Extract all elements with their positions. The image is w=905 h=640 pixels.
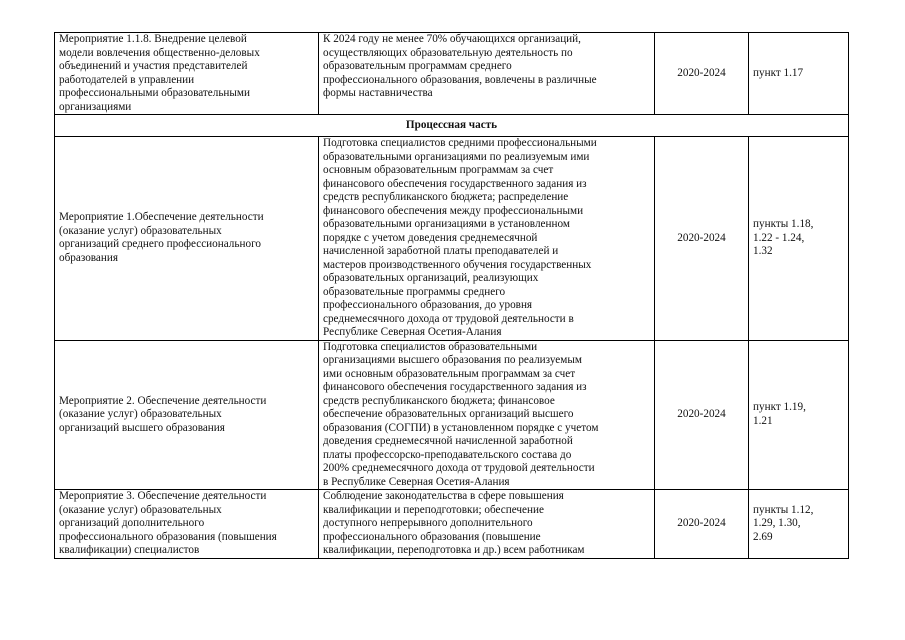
activity-text-line: объединений и участия представителей: [59, 60, 248, 72]
activity-text-line: организаций среднего профессионального: [59, 238, 261, 251]
activity-text-line: организаций дополнительного: [59, 517, 205, 529]
activity-text-line: организациями: [59, 100, 132, 113]
table-row: [55, 340, 849, 490]
activity-text-line: образования: [59, 251, 119, 264]
activity-text: [59, 211, 314, 265]
description-text-line: среднемесячного дохода от трудовой деятельности в: [323, 312, 574, 325]
points-text: [753, 218, 844, 259]
description-text-line: финансового обеспечения государственного задания из: [323, 381, 587, 393]
description-text-line: квалификации и переподготовки; обеспечение: [323, 503, 544, 516]
activity-text-line: модели вовлечения общественно-деловых: [59, 46, 260, 59]
table-row: [55, 33, 849, 115]
points-text: [753, 504, 844, 545]
points-text-line: 1.21: [753, 414, 773, 427]
activity-text-line: профессиональными образовательными: [59, 87, 250, 99]
activity-text-line: Мероприятие 1.Обеспечение деятельности: [59, 211, 264, 224]
activity-text-line: (оказание услуг) образовательных: [59, 408, 222, 420]
points-text-line: 1.22 - 1.24,: [753, 231, 805, 244]
description-text-line: образовательные программы среднего: [323, 285, 506, 298]
description-cell: [319, 340, 655, 490]
description-text: [323, 33, 650, 101]
description-text: [323, 341, 650, 490]
points-text-line: 2.69: [753, 530, 773, 543]
description-text-line: обеспечение образовательных организаций высшего: [323, 408, 574, 420]
description-text-line: начисленной заработной платы преподавателей и: [323, 245, 559, 257]
description-text-line: платы профессорско-преподавательского состава до: [323, 448, 572, 461]
points-text: [753, 401, 844, 428]
activity-text-line: профессионального образования (повышения: [59, 530, 277, 543]
description-text-line: профессионального образования, до уровня: [323, 299, 533, 311]
description-text-line: профессионального образования, вовлечены в различные: [323, 73, 597, 86]
description-text-line: порядке с учетом доведения среднемесячной: [323, 231, 538, 244]
activity-text: [59, 490, 314, 558]
description-text-line: 200% среднемесячного дохода от трудовой деятельности: [323, 462, 595, 474]
points-text-line: пункт 1.19,: [753, 401, 806, 414]
activity-text-line: квалификации) специалистов: [59, 544, 200, 556]
description-text-line: средств республиканского бюджета; распределение: [323, 191, 569, 203]
activity-text-line: (оказание услуг) образовательных: [59, 224, 222, 237]
points-text-line: пункт 1.17: [753, 66, 804, 79]
points-text: [753, 67, 844, 81]
points-cell: [749, 490, 849, 559]
points-text-line: пункты 1.18,: [753, 218, 814, 230]
activity-text-line: Мероприятие 2. Обеспечение деятельности: [59, 394, 267, 407]
description-text-line: образовательных организаций, реализующих: [323, 272, 539, 284]
description-text-line: профессионального образования (повышение: [323, 530, 541, 543]
activity-text-line: Мероприятие 1.1.8. Внедрение целевой: [59, 33, 247, 45]
description-cell: [319, 490, 655, 559]
activity-text: [59, 395, 314, 436]
description-text-line: мастеров производственного обучения государственных: [323, 258, 592, 271]
activity-text-line: (оказание услуг) образовательных: [59, 503, 222, 516]
description-text-line: Подготовка специалистов средними профессиональными: [323, 137, 597, 149]
description-text-line: ими основным образовательным программам за счет: [323, 367, 576, 380]
activity-text-line: организаций высшего образования: [59, 421, 225, 434]
description-text-line: Республике Северная Осетия-Алания: [323, 326, 502, 338]
points-text-line: 1.29, 1.30,: [753, 517, 801, 529]
description-text: [323, 137, 650, 340]
points-text-line: 1.32: [753, 245, 773, 257]
section-header-row: [55, 115, 849, 137]
points-cell: [749, 33, 849, 115]
description-text-line: финансового обеспечения государственного задания из: [323, 177, 587, 190]
description-text-line: средств республиканского бюджета; финансовое: [323, 394, 555, 407]
description-cell: [319, 137, 655, 341]
activity-text-line: Мероприятие 3. Обеспечение деятельности: [59, 490, 267, 502]
activity-text-line: работодателей в управлении: [59, 73, 195, 86]
description-text-line: финансового обеспечения между профессиональными: [323, 204, 584, 217]
description-text-line: в Республике Северная Осетия-Алания: [323, 475, 510, 488]
description-text-line: образовательными организациями в установленном: [323, 218, 570, 230]
description-text-line: основным образовательным программам за счет: [323, 164, 554, 176]
table-body-section: [55, 115, 849, 137]
description-text-line: формы наставничества: [323, 87, 433, 99]
period-cell: 2020-2024: [655, 33, 749, 115]
period-cell: 2020-2024: [655, 137, 749, 341]
description-text-line: образовательным программам среднего: [323, 60, 512, 72]
description-text-line: осуществляющих образовательную деятельность по: [323, 46, 573, 59]
points-text-line: пункты 1.12,: [753, 503, 814, 516]
activity-cell: [55, 490, 319, 559]
description-text-line: доведения среднемесячной начисленной заработной: [323, 435, 573, 447]
activity-cell: [55, 137, 319, 341]
table-row: [55, 137, 849, 341]
points-cell: [749, 137, 849, 341]
description-text-line: образовательными организациями по реализуемым ими: [323, 150, 590, 163]
description-text: [323, 490, 650, 558]
description-text-line: образования (СОГПИ) в установленном порядке с учетом: [323, 421, 599, 434]
description-text-line: доступного непрерывного дополнительного: [323, 517, 533, 529]
description-text-line: К 2024 году не менее 70% обучающихся организаций,: [323, 33, 581, 45]
description-text-line: Подготовка специалистов образовательными: [323, 340, 538, 353]
activity-text: [59, 33, 314, 114]
activity-cell: [55, 33, 319, 115]
points-cell: [749, 340, 849, 490]
table-body-top: [55, 33, 849, 115]
period-cell: 2020-2024: [655, 340, 749, 490]
plan-table: [54, 32, 849, 559]
description-text-line: квалификации, переподготовка и др.) всем работникам: [323, 544, 585, 556]
section-title: Процессная часть: [55, 115, 849, 137]
period-cell: 2020-2024: [655, 490, 749, 559]
table-body-bottom: [55, 137, 849, 559]
description-cell: [319, 33, 655, 115]
description-text-line: Соблюдение законодательства в сфере повышения: [323, 490, 564, 502]
table-row: [55, 490, 849, 559]
activity-cell: [55, 340, 319, 490]
description-text-line: организациями высшего образования по реализуемым: [323, 354, 582, 366]
